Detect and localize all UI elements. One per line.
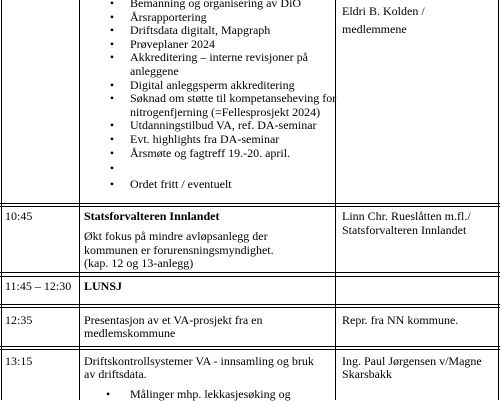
bullet-icon: • xyxy=(109,23,115,38)
bullet-icon: • xyxy=(106,387,111,401)
list-item xyxy=(106,38,336,52)
list-item-text: Søknad om støtte til kompetanseheving for xyxy=(130,91,337,106)
bullet-icon: • xyxy=(109,77,115,92)
time-cell: 11:45 – 12:30 xyxy=(5,279,72,293)
session-description-line: Driftskontrollsystemer VA - innsamling og bruk xyxy=(84,354,314,368)
list-item xyxy=(106,133,336,147)
list-item-text: Driftsdata digitalt, Mapgraph xyxy=(130,23,271,38)
bullet-icon: • xyxy=(109,9,115,24)
list-item xyxy=(106,51,336,65)
list-item xyxy=(106,79,336,93)
list-item xyxy=(106,178,336,192)
list-item-empty xyxy=(106,162,336,176)
session-description-line: Økt fokus på mindre avløpsanlegg der xyxy=(84,229,268,243)
list-item-text: Utdanningstilbud VA, ref. DA-seminar xyxy=(130,118,317,133)
list-item xyxy=(106,11,336,25)
responsible-cell-line: Statsforvalteren Innlandet xyxy=(342,223,467,237)
session-description-line: kommunen er forurensningsmyndighet. xyxy=(84,243,274,257)
session-description-line: Presentasjon av et VA-prosjekt fra en xyxy=(84,313,263,327)
table-border-right xyxy=(498,0,499,400)
bullet-icon: • xyxy=(109,118,115,133)
bullet-icon: • xyxy=(109,36,115,51)
bullet-icon: • xyxy=(109,131,115,146)
list-item-text: anleggene xyxy=(130,63,179,78)
table-border-column-1 xyxy=(79,0,80,400)
list-item xyxy=(106,119,336,133)
list-item xyxy=(106,92,336,106)
time-cell: 10:45 xyxy=(5,209,33,223)
agenda-bullet-list xyxy=(106,0,336,191)
time-cell: 13:15 xyxy=(5,354,33,368)
list-item-text: Bemanning og organisering av DiO xyxy=(130,0,302,10)
row-separator xyxy=(0,276,500,277)
bullet-icon: • xyxy=(109,145,115,160)
time-cell: 12:35 xyxy=(5,313,33,327)
responsible-cell-line: Ing. Paul Jørgensen v/Magne xyxy=(342,354,482,368)
row-separator xyxy=(0,307,500,308)
session-subpoint-line: Målinger mhp. lekkasjesøking og xyxy=(130,387,291,401)
row-separator xyxy=(0,206,500,207)
list-item-continuation xyxy=(106,106,336,120)
bullet-icon: • xyxy=(109,161,115,176)
list-item-text: Akkreditering – interne revisjoner på xyxy=(130,50,308,65)
session-title: LUNSJ xyxy=(84,279,123,293)
row-separator xyxy=(0,272,500,273)
list-item xyxy=(106,147,336,161)
bullet-icon: • xyxy=(109,0,115,10)
list-item xyxy=(106,24,336,38)
list-item-text: Ordet fritt / eventuelt xyxy=(130,176,232,191)
bullet-icon: • xyxy=(109,50,115,65)
list-item-text: nitrogenfjerning (=Fellesprosjekt 2024) xyxy=(130,104,321,119)
table-border-left xyxy=(1,0,2,400)
responsible-cell-line: Repr. fra NN kommune. xyxy=(342,313,459,327)
row-separator xyxy=(0,203,500,204)
list-item-text: Årsmøte og fagtreff 19.-20. april. xyxy=(130,145,291,160)
list-item-text: Evt. highlights fra DA-seminar xyxy=(130,131,280,146)
bullet-icon: • xyxy=(109,176,115,191)
row-separator xyxy=(0,349,500,350)
bullet-icon: • xyxy=(109,91,115,106)
responsible-cell-line: Linn Chr. Rueslåtten m.fl./ xyxy=(342,209,471,223)
list-item-text: Prøveplaner 2024 xyxy=(130,36,215,51)
session-description-line: medlemskommune xyxy=(84,326,176,340)
row-separator xyxy=(0,304,500,305)
list-item-text: Digital anleggsperm akkreditering xyxy=(130,77,295,92)
responsible-cell-line: Skarsbakk xyxy=(342,367,392,381)
list-item-text: Årsrapportering xyxy=(130,9,207,24)
row-separator xyxy=(0,346,500,347)
list-item-continuation xyxy=(106,65,336,79)
session-description-line: av driftsdata. xyxy=(84,367,147,381)
session-title: Statsforvalteren Innlandet xyxy=(84,209,220,223)
responsible-cell-line: medlemmene xyxy=(342,22,407,36)
session-description-line: (kap. 12 og 13-anlegg) xyxy=(84,256,194,270)
responsible-cell-line: Eldri B. Kolden / xyxy=(342,4,425,18)
